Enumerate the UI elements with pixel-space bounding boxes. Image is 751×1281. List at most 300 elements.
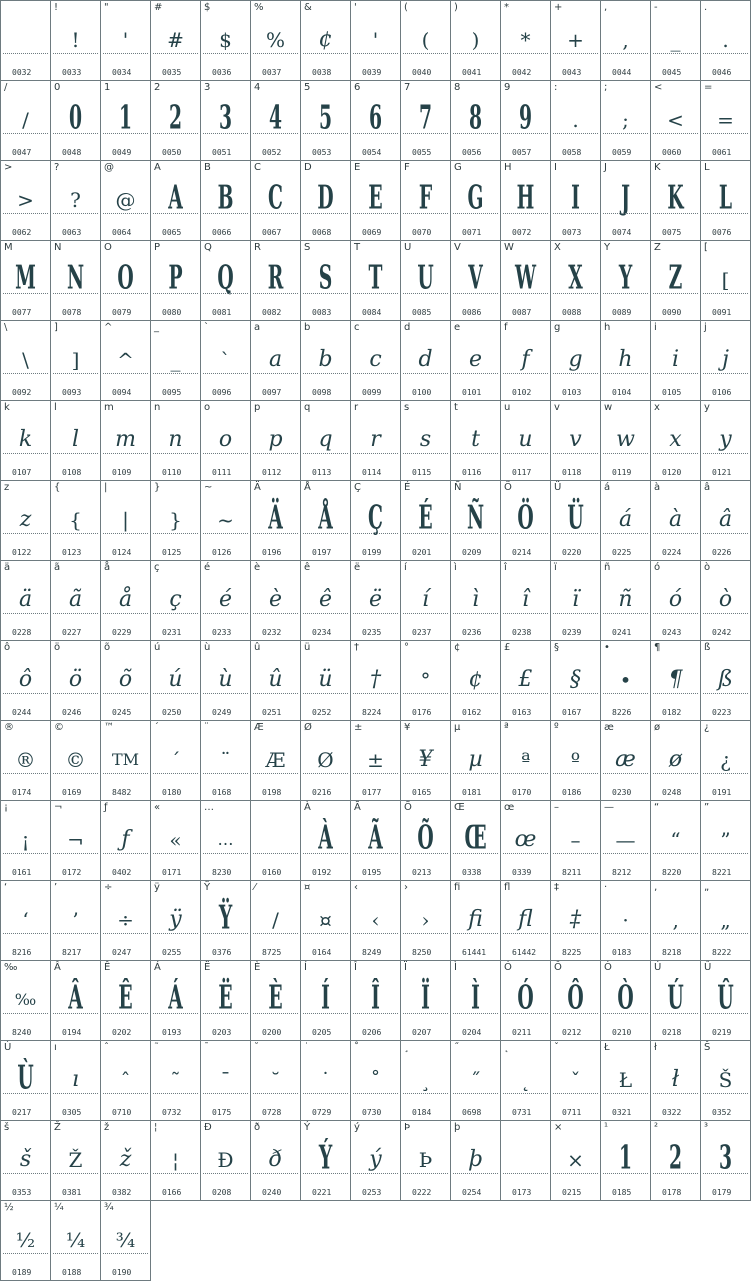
char-label: n <box>154 402 161 413</box>
char-label: å <box>104 562 111 573</box>
char-code: 0381 <box>62 1188 82 1197</box>
char-label: š <box>4 1122 10 1133</box>
glyph-sample: M <box>15 259 36 298</box>
char-label: Q <box>204 242 212 253</box>
glyph-cell <box>601 1 651 81</box>
char-code: 0076 <box>712 228 732 237</box>
baseline-rule <box>303 373 348 374</box>
glyph-sample: ô <box>18 667 33 692</box>
baseline-rule <box>53 1173 98 1174</box>
baseline-rule <box>303 1173 348 1174</box>
char-label: fl <box>504 882 511 893</box>
glyph-cell <box>701 1041 751 1121</box>
glyph-sample: X <box>568 259 583 298</box>
char-label: ˙ <box>304 1042 309 1053</box>
glyph-cell <box>501 961 551 1041</box>
glyph-sample: ª <box>520 748 531 772</box>
glyph-cell <box>101 1121 151 1201</box>
glyph-sample: º <box>570 748 581 772</box>
char-label: m <box>104 402 114 413</box>
baseline-rule <box>53 213 98 214</box>
char-code: 0242 <box>712 628 732 637</box>
glyph-cell <box>301 641 351 721</box>
char-label: Ø <box>304 722 312 733</box>
glyph-cell <box>451 961 501 1041</box>
glyph-cell <box>501 241 551 321</box>
baseline-rule <box>3 533 48 534</box>
char-label: ; <box>604 82 608 93</box>
baseline-rule <box>353 1173 398 1174</box>
glyph-sample: ˚ <box>370 1068 381 1092</box>
baseline-rule <box>503 1173 548 1174</box>
glyph-sample: ' <box>372 28 379 52</box>
glyph-cell <box>101 961 151 1041</box>
char-label: Ž <box>54 1122 61 1133</box>
char-label: æ <box>604 722 614 733</box>
baseline-rule <box>403 213 448 214</box>
baseline-rule <box>403 613 448 614</box>
baseline-rule <box>703 1013 748 1014</box>
glyph-sample: û <box>268 667 283 692</box>
char-code: 0732 <box>162 1108 182 1117</box>
glyph-cell <box>201 1 251 81</box>
char-label: # <box>154 2 163 13</box>
char-label: • <box>604 642 610 653</box>
char-label: x <box>654 402 660 413</box>
char-code: 0222 <box>412 1188 432 1197</box>
baseline-rule <box>103 853 148 854</box>
char-label: A <box>154 162 161 173</box>
char-label: Ô <box>554 962 562 973</box>
char-label: & <box>304 2 312 13</box>
baseline-rule <box>303 1013 348 1014</box>
char-code: 0160 <box>262 868 282 877</box>
char-label: Ÿ <box>204 882 211 893</box>
glyph-cell <box>151 881 201 961</box>
baseline-rule <box>353 853 398 854</box>
char-label: œ <box>504 802 515 813</box>
char-code: 0117 <box>512 468 532 477</box>
char-code: 0175 <box>212 1108 232 1117</box>
char-code: 0081 <box>212 308 232 317</box>
char-code: 0255 <box>162 948 182 957</box>
char-label: ü <box>304 642 311 653</box>
baseline-rule <box>603 853 648 854</box>
char-code: 0170 <box>512 788 532 797</box>
char-code: 0196 <box>262 548 282 557</box>
glyph-sample: C <box>268 179 283 218</box>
baseline-rule <box>53 293 98 294</box>
baseline-rule <box>203 1013 248 1014</box>
glyph-cell <box>101 161 151 241</box>
glyph-cell <box>201 641 251 721</box>
glyph-cell <box>451 161 501 241</box>
baseline-rule <box>603 293 648 294</box>
glyph-sample: ò <box>718 587 733 612</box>
char-code: 8222 <box>712 948 732 957</box>
glyph-cell <box>501 1121 551 1201</box>
glyph-sample: … <box>217 830 234 849</box>
glyph-cell <box>101 881 151 961</box>
glyph-cell <box>201 161 251 241</box>
glyph-cell <box>251 81 301 161</box>
baseline-rule <box>53 853 98 854</box>
char-code: 0077 <box>12 308 32 317</box>
baseline-rule <box>603 533 648 534</box>
char-label: ~ <box>204 482 213 493</box>
glyph-sample: s <box>419 427 432 452</box>
baseline-rule <box>253 1173 298 1174</box>
glyph-cell <box>401 641 451 721</box>
baseline-rule <box>703 293 748 294</box>
glyph-cell <box>151 561 201 641</box>
glyph-cell <box>51 481 101 561</box>
baseline-rule <box>153 373 198 374</box>
baseline-rule <box>553 53 598 54</box>
char-code: 0042 <box>512 68 532 77</box>
char-code: 0253 <box>362 1188 382 1197</box>
char-label: ¬ <box>54 802 63 813</box>
baseline-rule <box>653 1173 698 1174</box>
char-code: 0080 <box>162 308 182 317</box>
char-code: 0082 <box>262 308 282 317</box>
glyph-cell <box>251 161 301 241</box>
glyph-sample: # <box>167 28 184 52</box>
glyph-sample: ð <box>268 1147 283 1172</box>
baseline-rule <box>703 773 748 774</box>
baseline-rule <box>53 693 98 694</box>
char-code: 8220 <box>662 868 682 877</box>
glyph-cell <box>51 881 101 961</box>
char-code: 8249 <box>362 948 382 957</box>
char-label: í <box>404 562 407 573</box>
char-label: G <box>454 162 462 173</box>
char-code: 0176 <box>412 708 432 717</box>
char-code: 0060 <box>662 148 682 157</box>
glyph-sample: ó <box>668 587 683 612</box>
char-code: 0086 <box>462 308 482 317</box>
char-label: Î <box>354 962 357 973</box>
glyph-sample: Å <box>318 499 333 538</box>
glyph-sample: Ł <box>618 1068 633 1092</box>
glyph-sample: ’ <box>72 908 79 932</box>
glyph-sample: E <box>368 179 383 218</box>
glyph-sample: × <box>567 1148 584 1172</box>
char-label: ˚ <box>354 1042 359 1053</box>
char-label: à <box>654 482 661 493</box>
baseline-rule <box>553 613 598 614</box>
baseline-rule <box>103 1253 148 1254</box>
baseline-rule <box>303 453 348 454</box>
glyph-cell <box>1 1041 51 1121</box>
baseline-rule <box>403 533 448 534</box>
glyph-sample: + <box>567 28 584 52</box>
glyph-sample: õ <box>118 667 133 692</box>
baseline-rule <box>503 533 548 534</box>
glyph-cell <box>701 641 751 721</box>
glyph-sample: n <box>168 427 183 452</box>
glyph-cell <box>401 881 451 961</box>
glyph-cell <box>401 961 451 1041</box>
glyph-cell <box>301 801 351 881</box>
glyph-sample: S <box>318 259 333 298</box>
glyph-sample: Ï <box>421 979 430 1018</box>
baseline-rule <box>703 53 748 54</box>
glyph-sample: Ø <box>317 748 334 772</box>
glyph-cell <box>1 961 51 1041</box>
baseline-rule <box>203 693 248 694</box>
glyph-sample: R <box>267 259 284 298</box>
char-label: Ö <box>504 482 512 493</box>
baseline-rule <box>353 213 398 214</box>
glyph-sample: ¿ <box>720 748 731 772</box>
glyph-cell <box>701 241 751 321</box>
glyph-cell <box>501 161 551 241</box>
glyph-sample: ž <box>119 1147 132 1172</box>
glyph-sample: b <box>318 347 333 372</box>
baseline-rule <box>453 133 498 134</box>
glyph-sample: 6 <box>368 99 383 138</box>
glyph-sample: § <box>570 667 581 692</box>
glyph-cell <box>601 881 651 961</box>
glyph-cell <box>51 721 101 801</box>
glyph-sample: ñ <box>618 587 633 612</box>
char-code: 0177 <box>362 788 382 797</box>
baseline-rule <box>253 613 298 614</box>
glyph-sample: Ê <box>118 979 133 1018</box>
glyph-sample: h <box>618 347 633 372</box>
glyph-sample: † <box>370 667 381 692</box>
char-label: : <box>554 82 558 93</box>
char-code: 0058 <box>562 148 582 157</box>
char-label: ß <box>704 642 711 653</box>
glyph-cell <box>101 1041 151 1121</box>
glyph-sample: Ü <box>567 499 584 538</box>
glyph-sample: ˝ <box>470 1068 481 1092</box>
glyph-sample: Ô <box>567 979 584 1018</box>
char-code: 0192 <box>312 868 332 877</box>
char-label: 1 <box>104 82 111 93</box>
glyph-sample: TM <box>111 750 140 769</box>
baseline-rule <box>703 693 748 694</box>
glyph-cell <box>201 881 251 961</box>
glyph-cell <box>251 1 301 81</box>
char-label: ñ <box>604 562 611 573</box>
char-code: 0728 <box>262 1108 282 1117</box>
char-code: 0353 <box>12 1188 32 1197</box>
glyph-cell <box>51 801 101 881</box>
char-code: 0037 <box>262 68 282 77</box>
baseline-rule <box>553 533 598 534</box>
glyph-cell <box>1 1121 51 1201</box>
glyph-cell <box>651 321 701 401</box>
char-label: Ó <box>504 962 512 973</box>
glyph-cell <box>51 961 101 1041</box>
glyph-cell <box>301 721 351 801</box>
glyph-sample: = <box>717 108 734 132</box>
glyph-sample: / <box>272 908 279 932</box>
glyph-cell <box>151 801 201 881</box>
baseline-rule <box>103 533 148 534</box>
baseline-rule <box>253 1013 298 1014</box>
char-code: 0210 <box>612 1028 632 1037</box>
baseline-rule <box>603 133 648 134</box>
glyph-sample: ( <box>421 28 430 52</box>
baseline-rule <box>3 1173 48 1174</box>
char-label: ¹ <box>604 1122 609 1133</box>
char-label: ] <box>54 322 58 333</box>
glyph-cell <box>601 561 651 641</box>
char-code: 0189 <box>12 1268 32 1277</box>
char-code: 0205 <box>312 1028 332 1037</box>
glyph-sample: 7 <box>418 99 433 138</box>
baseline-rule <box>153 613 198 614</box>
baseline-rule <box>653 533 698 534</box>
glyph-cell <box>451 721 501 801</box>
glyph-cell <box>351 961 401 1041</box>
baseline-rule <box>653 1013 698 1014</box>
char-label: Í <box>304 962 307 973</box>
char-code: 0237 <box>412 628 432 637</box>
char-code: 0202 <box>112 1028 132 1037</box>
baseline-rule <box>553 1173 598 1174</box>
glyph-cell <box>51 561 101 641</box>
glyph-sample: ¼ <box>65 1228 86 1252</box>
char-code: 0116 <box>462 468 482 477</box>
char-code: 0097 <box>262 388 282 397</box>
baseline-rule <box>703 933 748 934</box>
glyph-cell <box>601 961 651 1041</box>
glyph-cell <box>701 481 751 561</box>
char-code: 8218 <box>662 948 682 957</box>
char-code: 0214 <box>512 548 532 557</box>
glyph-cell <box>701 801 751 881</box>
char-label: ý <box>354 1122 360 1133</box>
glyph-cell <box>551 881 601 961</box>
glyph-cell <box>701 961 751 1041</box>
baseline-rule <box>103 453 148 454</box>
char-label: t <box>454 402 458 413</box>
glyph-cell <box>651 641 701 721</box>
glyph-cell <box>451 1041 501 1121</box>
char-code: 0113 <box>312 468 332 477</box>
char-label: Ł <box>604 1042 610 1053</box>
char-code: 0226 <box>712 548 732 557</box>
char-label: Â <box>54 962 61 973</box>
glyph-sample: ã <box>68 587 83 612</box>
glyph-sample: e <box>468 347 483 372</box>
glyph-sample: i <box>671 347 680 372</box>
baseline-rule <box>503 933 548 934</box>
char-label: * <box>504 2 509 13</box>
baseline-rule <box>603 933 648 934</box>
baseline-rule <box>453 453 498 454</box>
char-code: 0088 <box>562 308 582 317</box>
baseline-rule <box>553 1013 598 1014</box>
baseline-rule <box>103 293 148 294</box>
char-label: ⁄ <box>254 882 256 893</box>
glyph-sample: N <box>66 259 85 298</box>
char-label: Ù <box>4 1042 12 1053</box>
glyph-cell <box>1 481 51 561</box>
char-label: q <box>304 402 311 413</box>
baseline-rule <box>153 1013 198 1014</box>
glyph-cell <box>401 1 451 81</box>
glyph-cell <box>601 721 651 801</box>
baseline-rule <box>153 453 198 454</box>
baseline-rule <box>303 533 348 534</box>
baseline-rule <box>3 693 48 694</box>
char-code: 0186 <box>562 788 582 797</box>
glyph-sample: g <box>568 347 583 372</box>
glyph-cell <box>501 321 551 401</box>
char-code: 0162 <box>462 708 482 717</box>
baseline-rule <box>403 773 448 774</box>
glyph-sample: 9 <box>518 99 533 138</box>
glyph-cell <box>51 1 101 81</box>
baseline-rule <box>103 613 148 614</box>
glyph-cell <box>1 801 51 881</box>
char-code: 0067 <box>262 228 282 237</box>
glyph-sample: ^ <box>117 348 134 372</box>
glyph-sample: ç <box>169 587 182 612</box>
glyph-cell <box>301 321 351 401</box>
glyph-sample: Ë <box>218 979 233 1018</box>
char-label: " <box>104 2 109 13</box>
char-code: 0234 <box>312 628 332 637</box>
glyph-cell <box>301 161 351 241</box>
baseline-rule <box>453 373 498 374</box>
glyph-cell <box>301 81 351 161</box>
glyph-cell <box>101 241 151 321</box>
baseline-rule <box>153 213 198 214</box>
glyph-cell <box>251 241 301 321</box>
char-code: 0161 <box>12 868 32 877</box>
char-code: 0231 <box>162 628 182 637</box>
baseline-rule <box>453 613 498 614</box>
glyph-cell <box>651 481 701 561</box>
char-code: 0321 <box>612 1108 632 1117</box>
char-code: 0179 <box>712 1188 732 1197</box>
char-label: û <box>254 642 261 653</box>
char-code: 0193 <box>162 1028 182 1037</box>
char-label: ˜ <box>154 1042 159 1053</box>
glyph-sample: ¾ <box>115 1228 136 1252</box>
char-label: S <box>304 242 311 253</box>
char-label: ê <box>304 562 311 573</box>
glyph-cell <box>501 1 551 81</box>
char-label: ô <box>4 642 11 653</box>
glyph-cell <box>451 561 501 641</box>
char-code: 0248 <box>662 788 682 797</box>
char-label: ˆ <box>104 1042 109 1053</box>
char-label: v <box>554 402 560 413</box>
char-code: 0094 <box>112 388 132 397</box>
glyph-cell <box>651 801 701 881</box>
baseline-rule <box>653 693 698 694</box>
char-label: ¨ <box>204 722 209 733</box>
glyph-cell <box>1 161 51 241</box>
baseline-rule <box>53 613 98 614</box>
char-label: µ <box>454 722 461 733</box>
baseline-rule <box>203 533 248 534</box>
char-label: ž <box>104 1122 110 1133</box>
char-label: O <box>104 242 112 253</box>
glyph-sample: Û <box>717 979 734 1018</box>
baseline-rule <box>703 1173 748 1174</box>
glyph-cell <box>1 881 51 961</box>
glyph-cell <box>251 801 301 881</box>
